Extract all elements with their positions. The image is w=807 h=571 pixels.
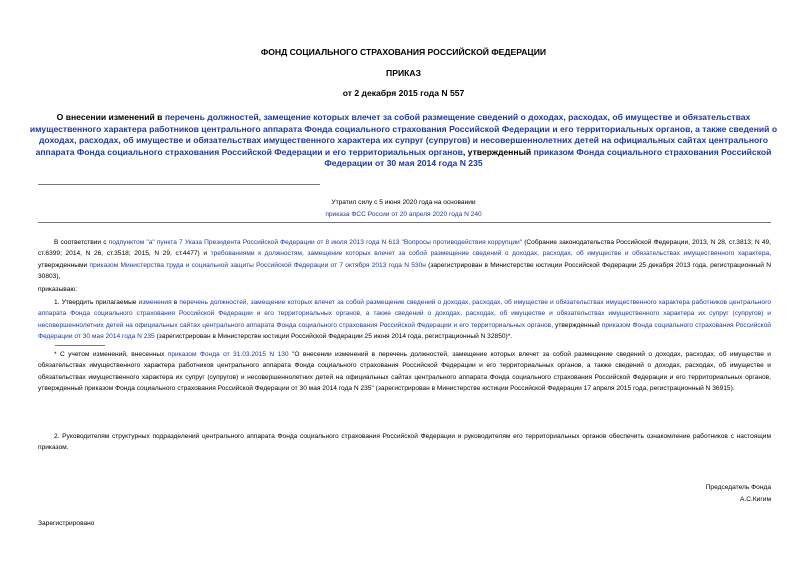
item-1-paragraph bbox=[38, 297, 771, 342]
preamble-text-1: В соответствии с bbox=[54, 239, 109, 246]
title-link-list[interactable]: перечень должностей, замещение которых влечет за собой размещение сведений о доходах, расходах, об имуществе и обязательствах имущественного характера работников центрального аппарата Фонда социального страхования Российской Федерации и его территориальных органов, а также сведений о доходах, расходах, об имуществе и обязательствах имущественного характера их супруг (супругов) и несовершеннолетних детей на официальных сайтах центрального аппарата Фонда социального страхования Российской Федерации и его территориальных органов bbox=[29, 112, 778, 157]
signature-position: Председатель Фонда bbox=[705, 484, 771, 491]
organization-heading: ФОНД СОЦИАЛЬНОГО СТРАХОВАНИЯ РОССИЙСКОЙ ФЕДЕРАЦИИ bbox=[260, 47, 547, 57]
divider-long bbox=[38, 222, 771, 223]
title-mid: , утвержденный bbox=[462, 146, 534, 157]
preamble-text-2: (Собрание законодательства Российской Федерации, 2013, N 28, ст.3813; N 49, ст.6399; 2014, N 26, ст.3518; 2015, N 29, ст.4477) и bbox=[38, 239, 771, 258]
preamble-paragraph bbox=[38, 237, 771, 282]
title-link-order[interactable]: приказом Фонда социального страхования Российской Федерации от 30 мая 2014 года N 235 bbox=[324, 146, 772, 169]
preamble-text-3: , утвержденными bbox=[38, 250, 771, 269]
item1-text-4: (зарегистрирован в Министерстве юстиции Российской Федерации 25 июня 2014 года, регистрационный N 32850)*. bbox=[154, 332, 513, 340]
footnote-divider bbox=[55, 345, 105, 346]
status-link[interactable]: приказа ФСС России от 20 апреля 2020 года N 240 bbox=[325, 211, 482, 218]
document-type: ПРИКАЗ bbox=[386, 68, 421, 78]
status-line: Утратил силу с 5 июня 2020 года на основании bbox=[331, 199, 476, 206]
document-date-number: от 2 декабря 2015 года N 557 bbox=[342, 88, 465, 98]
footnote-text-2: "О внесении изменений в перечень должностей, замещение которых влечет за собой размещение сведений о доходах, расходах, об имуществе и обязательствах имущественного характера работников центрального аппарата Фонда социального страхования Российской Федерации и его территориальных органов, а также сведений о доходах, расходах, об имуществе и обязательствах имущественного характера их супруг (супругов) и несовершеннолетних детей на официальных сайтах центрального аппарата Фонда социального страхования Российской Федерации и его территориальных органов, утвержденный приказом Фонда социального страхования Российской Федерации от 30 мая 2014 года N 235" (зарегистрирован в Министерстве юстиции Российской Федерации 17 апреля 2015 года, регистрационный N 36915). bbox=[38, 351, 771, 392]
footnote-link-order[interactable]: приказом Фонда от 31.03.2015 N 130 bbox=[167, 351, 289, 358]
document-title bbox=[22, 112, 785, 170]
item-2-paragraph: 2. Руководителям структурных подразделений центрального аппарата Фонда социального страхования Российской Федерации и руководителям его территориальных органов обеспечить ознакомление работников с настоящим приказом. bbox=[38, 433, 771, 452]
preamble-link-decree[interactable]: подпунктом "а" пункта 7 Указа Президента Российской Федерации от 8 июля 2013 года N 613 "Вопросы противодействия коррупции" bbox=[108, 239, 523, 246]
item1-text-1: 1. Утвердить прилагаемые bbox=[54, 299, 139, 306]
status-note bbox=[290, 197, 517, 221]
preamble-link-requirements[interactable]: требованиями к должностям, замещение которых влечет за собой размещение сведений о доходах, расходах, об имуществе и обязательствах имущественного характера bbox=[210, 250, 770, 258]
footnote-text-1: * С учетом изменений, внесенных bbox=[54, 351, 168, 358]
order-word: приказываю: bbox=[38, 286, 78, 293]
item1-text-2: в bbox=[171, 299, 180, 306]
item1-link-list[interactable]: перечень должностей, замещение которых влечет за собой размещение сведений о доходах, расходах, об имуществе и обязательствах имущественного характера работников центрального аппарата Фонда социального страхования Российской Федерации и его территориальных органов, а также сведений о доходах, расходах, об имуществе и обязательствах имущественного характера их супруг (супругов) и несовершеннолетних детей на официальных сайтах центрального аппарата Фонда социального страхования Российской Федерации и его территориальных органов bbox=[38, 299, 771, 329]
signature-block bbox=[620, 482, 771, 505]
divider-short bbox=[38, 184, 320, 185]
registered-label: Зарегистрировано bbox=[38, 520, 95, 527]
item1-link-changes[interactable]: изменения bbox=[138, 299, 172, 306]
footnote-paragraph bbox=[38, 349, 771, 394]
item1-link-order[interactable]: приказом Фонда социального страхования Российской Федерации от 30 мая 2014 года N 235 bbox=[38, 321, 771, 340]
preamble-text-4: (зарегистрирован в Министерстве юстиции Российской Федерации 25 декабря 2013 года, регистрационный N 30803), bbox=[38, 261, 772, 280]
item1-text-3: , утвержденный bbox=[551, 321, 602, 329]
title-prefix: О внесении изменений в bbox=[56, 112, 165, 122]
signature-name: А.С.Кигим bbox=[740, 495, 771, 503]
preamble-link-mintrud[interactable]: приказом Министерства труда и социальной защиты Российской Федерации от 7 октября 2013 года N 530н bbox=[89, 261, 426, 269]
